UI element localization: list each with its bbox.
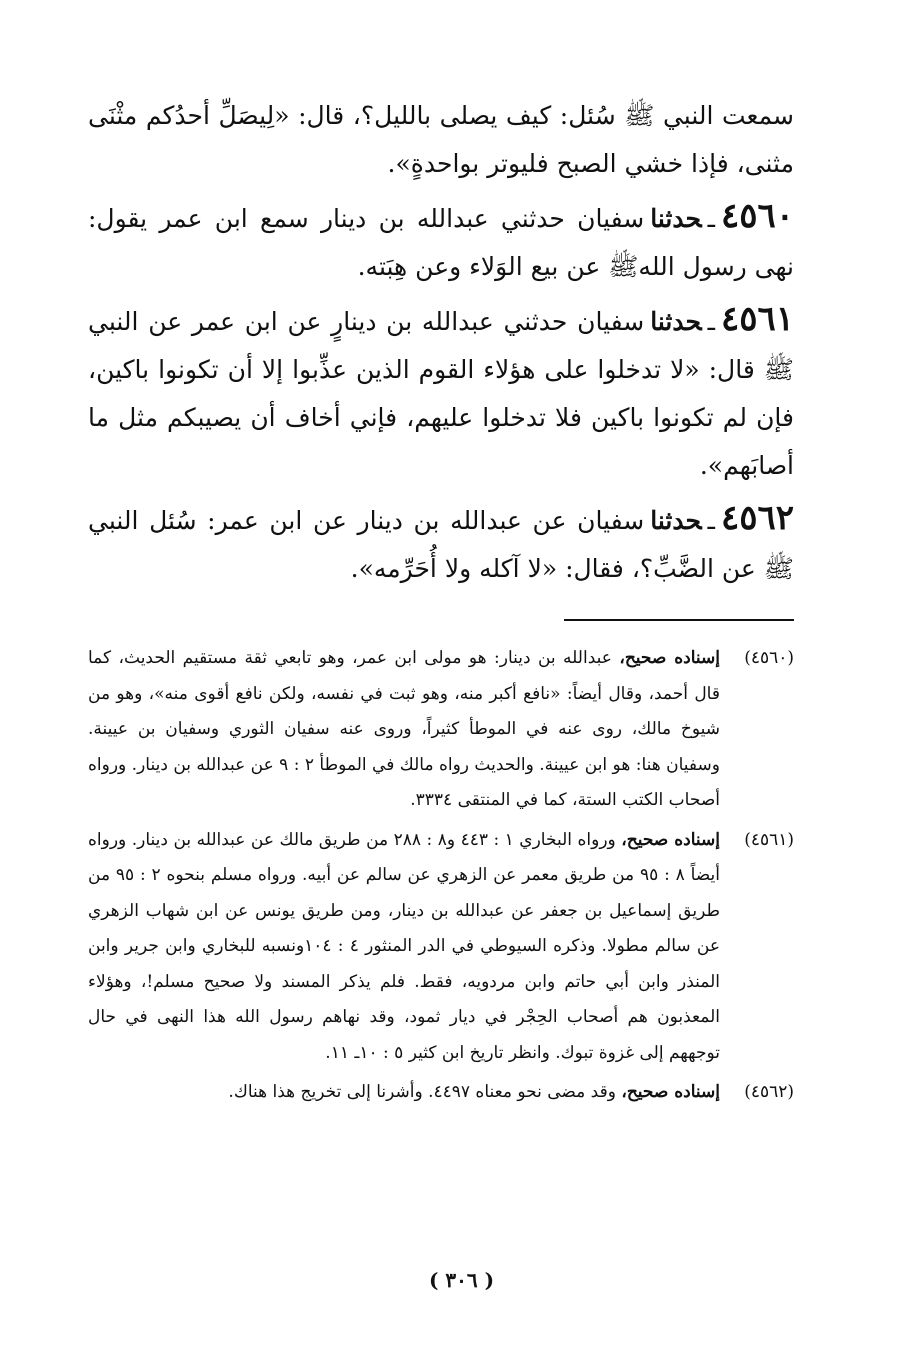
hadith-dash: ـ: [707, 307, 715, 336]
page: [88, 92, 794, 1111]
hadith-dash: ـ: [707, 506, 715, 535]
footnote-4560: [88, 641, 794, 819]
hadith-number: ٤٥٦٠: [720, 196, 794, 236]
footnote-number: (٤٥٦٠): [744, 648, 795, 668]
hadith-4562: [88, 494, 794, 593]
hadith-number: ٤٥٦٢: [720, 498, 794, 538]
narrator-label: حدثنا: [650, 204, 702, 233]
footnote-4562: [88, 1075, 794, 1111]
hadith-dash: ـ: [707, 204, 715, 233]
narrator-label: حدثنا: [650, 506, 702, 535]
footnote-4561: [88, 823, 794, 1072]
hadith-text: سفيان حدثني عبدالله بن دينارٍ عن ابن عمر عن النبي ﷺ قال: «لا تدخلوا على هؤلاء القوم الذين عذِّبوا إلا أن تكونوا باكين، فإن لم تكونوا باكين فلا تدخلوا عليهم، فإني أخاف أن يصيبكم مثل ما أصابَهم».: [88, 307, 794, 480]
footnotes-section: [88, 641, 794, 1111]
footnote-grade: إسناده صحيح،: [621, 829, 720, 850]
footnote-number: (٤٥٦٢): [744, 1082, 794, 1102]
hadith-4560: [88, 192, 794, 291]
footnote-number: (٤٥٦١): [744, 829, 794, 850]
footnote-grade: إسناده صحيح،: [619, 648, 721, 668]
narrator-label: حدثنا: [650, 307, 702, 336]
hadith-continuation: [88, 92, 794, 188]
hadith-section: [88, 92, 794, 593]
footnote-divider: [564, 619, 794, 621]
hadith-number: ٤٥٦١: [720, 299, 794, 339]
hadith-text: سمعت النبي ﷺ سُئل: كيف يصلى بالليل؟، قال: «لِيصَلِّ أحدُكم مثْنَى مثنى، فإذا خشي الصبح فليوتر بواحدةٍ».: [88, 101, 794, 178]
footnote-grade: إسناده صحيح،: [621, 1082, 720, 1102]
hadith-4561: [88, 295, 794, 490]
page-number: ( ٣٠٦ ): [428, 1268, 495, 1292]
hadith-text: سفيان عن عبدالله بن دينار عن ابن عمر: سُئل النبي ﷺ عن الضَّبِّ؟، فقال: «لا آكله ولا أُحَرِّمه».: [88, 506, 794, 583]
footnote-text: عبدالله بن دينار: هو مولى ابن عمر، وهو تابعي ثقة مستقيم الحديث، كما قال أحمد، وقال أيضاً: «نافع أكبر منه، وهو ثبت في نفسه، ولكن نافع أقوى منه»، وهو من شيوخ مالك، روى عنه في الموطأ كثيراً، وروى عنه سفيان الثوري وسفيان بن عيينة. وسفيان هنا: هو ابن عيينة. والحديث رواه مالك في الموطأ ٢ : ٩ عن عبدالله بن دينار. ورواه أصحاب الكتب الستة، كما في المنتقى ٣٣٣٤.: [88, 648, 720, 810]
hadith-text: سفيان حدثني عبدالله بن دينار سمع ابن عمر يقول: نهى رسول اللهﷺ عن بيع الوَلاء وعن هِبَته.: [88, 204, 794, 281]
footnote-text: ورواه البخاري ١ : ٤٤٣ و٨ : ٢٨٨ من طريق مالك عن عبدالله بن دينار. ورواه أيضاً ٨ : ٩٥ من طريق معمر عن الزهري عن سالم عن أبيه. ورواه مسلم بنحوه ٢ : ٩٥ من طريق إسماعيل بن جعفر عن عبدالله بن دينار، ومن طريق يونس عن ابن شهاب الزهري عن سالم مطولا. وذكره السيوطي في الدر المنثور ٤ : ١٠٤ونسبه للبخاري وابن جرير وابن المنذر وابن أبي حاتم وابن مردويه، فقط. فلم يذكر المسند ولا صحيح مسلم!، وهؤلاء المعذبون هم أصحاب الحِجْر في ديار ثمود، وقد نهاهم رسول الله هذا النهى في حال توجههم إلى غزوة تبوك. وانظر تاريخ ابن كثير ٥ : ١٠ـ ١١.: [88, 829, 720, 1063]
footnote-text: وقد مضى نحو معناه ٤٤٩٧. وأشرنا إلى تخريج هذا هناك.: [228, 1082, 616, 1102]
